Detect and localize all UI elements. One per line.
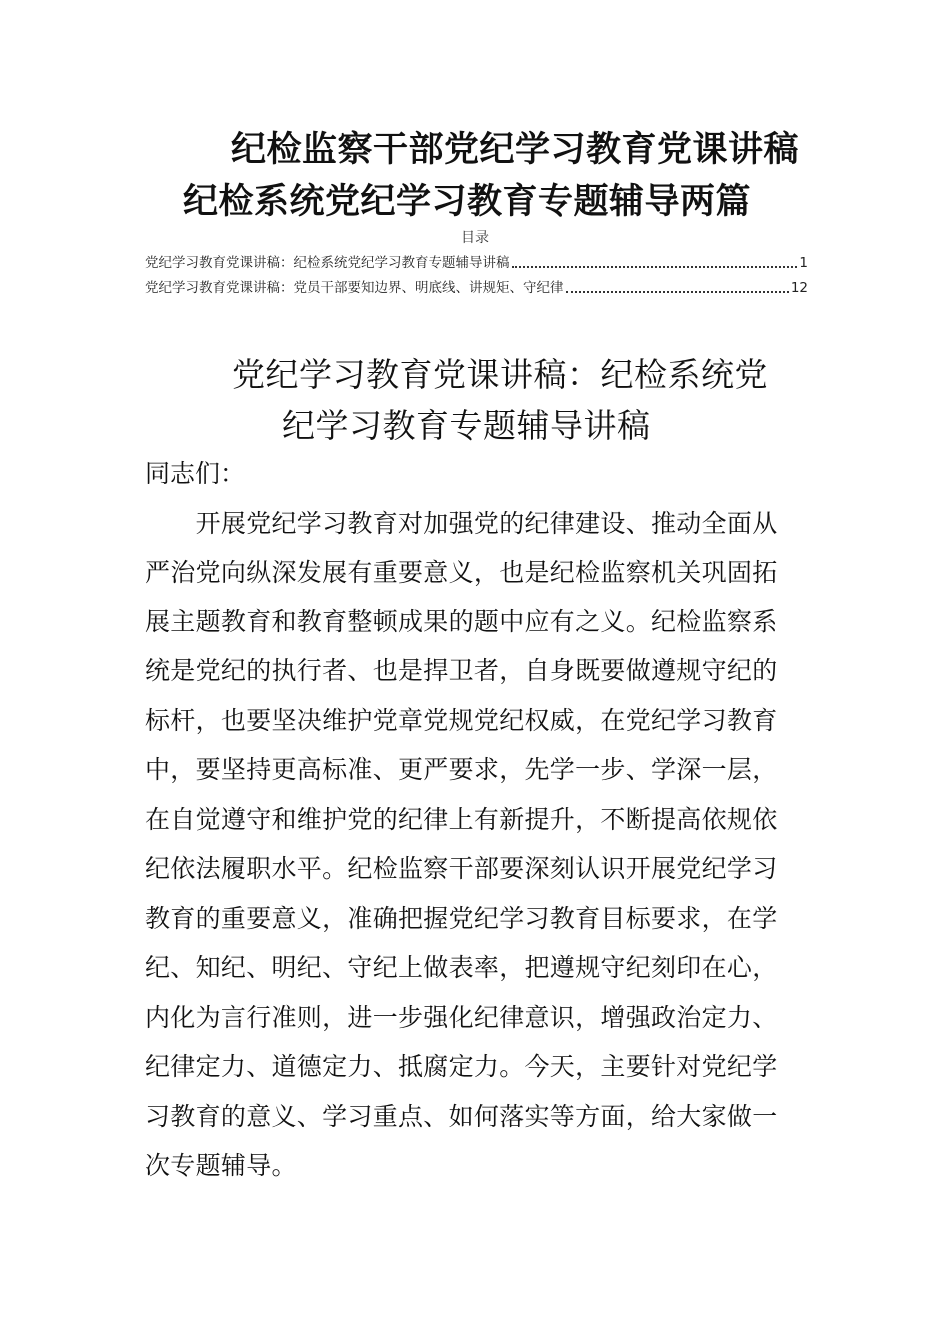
toc-entry[interactable] — [145, 252, 808, 272]
toc-entry-text: 党纪学习教育党课讲稿：党员干部要知边界、明底线、讲规矩、守纪律 — [145, 280, 564, 296]
body-text-line: 在自觉遵守和维护党的纪律上有新提升，不断提高依规依 — [145, 805, 778, 834]
body-text-line: 纪律定力、道德定力、抵腐定力。今天，主要针对党纪学 — [145, 1052, 778, 1081]
body-text-line: 内化为言行准则，进一步强化纪律意识，增强政治定力、 — [145, 1003, 778, 1032]
body-text-line: 纪依法履职水平。纪检监察干部要深刻认识开展党纪学习 — [145, 854, 778, 883]
toc-dot-leader — [566, 291, 789, 293]
body-text-line: 统是党纪的执行者、也是捍卫者，自身既要做遵规守纪的 — [145, 656, 778, 685]
toc-dot-leader — [512, 266, 798, 268]
body-text-line: 中，要坚持更高标准、更严要求，先学一步、学深一层， — [145, 755, 778, 784]
toc-entry-page: 1 — [799, 255, 808, 271]
document-title-line-1: 纪检监察干部党纪学习教育党课讲稿 — [230, 130, 799, 170]
body-text-line: 开展党纪学习教育对加强党的纪律建设、推动全面从 — [145, 509, 778, 538]
body-text-line: 展主题教育和教育整顿成果的题中应有之义。纪检监察系 — [145, 607, 778, 636]
body-text-line: 标杆，也要坚决维护党章党规党纪权威，在党纪学习教育 — [145, 706, 778, 735]
body-text-line: 习教育的意义、学习重点、如何落实等方面，给大家做一 — [145, 1102, 778, 1131]
section-title-line-1: 党纪学习教育党课讲稿：纪检系统党 — [232, 355, 768, 394]
toc-entry[interactable] — [145, 277, 808, 297]
salutation: 同志们： — [145, 459, 246, 488]
document-title-line-2: 纪检系统党纪学习教育专题辅导两篇 — [182, 182, 751, 222]
body-text-line: 严治党向纵深发展有重要意义，也是纪检监察机关巩固拓 — [145, 558, 778, 587]
body-text-line: 教育的重要意义，准确把握党纪学习教育目标要求，在学 — [145, 904, 778, 933]
toc-entry-text: 党纪学习教育党课讲稿：纪检系统党纪学习教育专题辅导讲稿 — [145, 255, 510, 271]
toc-heading: 目录 — [461, 230, 489, 246]
section-title-line-2: 纪学习教育专题辅导讲稿 — [282, 406, 651, 445]
toc-entry-page: 12 — [790, 280, 808, 296]
body-text-line: 纪、知纪、明纪、守纪上做表率，把遵规守纪刻印在心， — [145, 953, 778, 982]
body-text-line: 次专题辅导。 — [145, 1151, 297, 1180]
